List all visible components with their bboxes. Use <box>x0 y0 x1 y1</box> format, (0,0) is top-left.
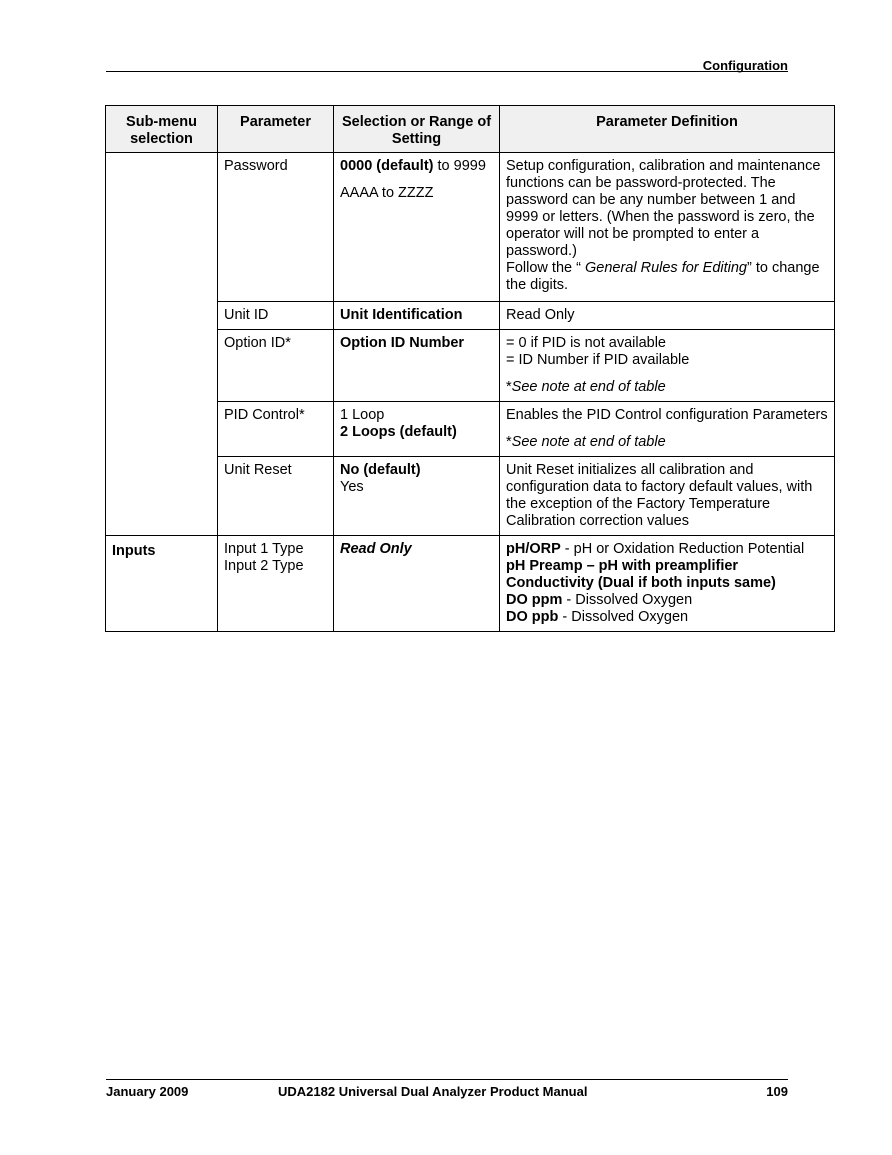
col-header-definition: Parameter Definition <box>500 106 835 153</box>
definition-line: = 0 if PID is not available <box>506 335 666 351</box>
param-cell: PID Control* <box>218 402 334 457</box>
definition-note <box>506 379 828 396</box>
param-line: Input 1 Type <box>224 541 304 557</box>
col-header-range: Selection or Range of Setting <box>334 106 500 153</box>
input-type-name: DO ppm <box>506 592 563 608</box>
range-cell <box>334 457 500 536</box>
param-cell: Password <box>218 153 334 302</box>
table-header-row <box>106 106 835 153</box>
range-line: 1 Loop <box>340 407 385 423</box>
footer-date: January 2009 <box>106 1084 189 1099</box>
range-cell: Unit Identification <box>334 302 500 330</box>
section-title: Configuration <box>702 58 788 73</box>
range-alt: AAAA to ZZZZ <box>340 185 434 201</box>
definition-text: Enables the PID Control configuration Parameters <box>506 407 828 423</box>
range-cell <box>334 402 500 457</box>
input-type-desc: - Dissolved Oxygen <box>558 609 689 625</box>
footer-manual-title: UDA2182 Universal Dual Analyzer Product Manual <box>278 1084 588 1099</box>
definition-cell <box>500 402 835 457</box>
definition-cell: Read Only <box>500 302 835 330</box>
param-cell: Unit Reset <box>218 457 334 536</box>
input-type-name: DO ppb <box>506 609 559 625</box>
range-cell <box>334 153 500 302</box>
definition-cell <box>500 153 835 302</box>
param-cell <box>218 536 334 632</box>
note-text: See note at end of table <box>511 434 666 450</box>
note-star: * <box>506 434 512 450</box>
range-default: 0000 (default) <box>340 158 434 174</box>
definition-text: Setup configuration, calibration and maintenance functions can be password-protected. The password can be any number between 1 and 9999 or letters. (When the password is zero, the operator will not be prompted to enter a password.) <box>506 158 821 259</box>
range-cell: Read Only <box>334 536 500 632</box>
input-type-name: pH/ORP <box>506 541 561 557</box>
range-default: 2 Loops (default) <box>340 424 457 440</box>
definition-line <box>506 541 828 558</box>
col-header-parameter: Parameter <box>218 106 334 153</box>
note-star: * <box>506 379 512 395</box>
follow-pre: Follow the “ <box>506 260 585 276</box>
range-default: No (default) <box>340 462 421 478</box>
param-cell: Unit ID <box>218 302 334 330</box>
definition-cell: Unit Reset initializes all calibration and configuration data to factory default values, with the exception of the Factory Temperature Calibration correction values <box>500 457 835 536</box>
param-cell: Option ID* <box>218 330 334 402</box>
input-type-desc: - Dissolved Oxygen <box>562 592 693 608</box>
definition-note <box>506 434 828 451</box>
definition-cell <box>500 536 835 632</box>
submenu-cell-empty <box>106 153 218 536</box>
header-divider <box>106 71 788 72</box>
definition-line <box>506 609 828 626</box>
page-number: 109 <box>766 1084 788 1099</box>
follow-reference: General Rules for Editing <box>584 260 747 276</box>
param-line: Input 2 Type <box>224 558 304 574</box>
range-cell: Option ID Number <box>334 330 500 402</box>
range-rest: to 9999 <box>433 158 486 174</box>
follow-post: ” to change the digits. <box>506 260 820 293</box>
input-type-desc: - pH or Oxidation Reduction Potential <box>560 541 805 557</box>
definition-line: pH Preamp – pH with preamplifier <box>506 558 739 574</box>
footer-divider <box>106 1079 788 1080</box>
col-header-submenu: Sub-menu selection <box>106 106 218 153</box>
definition-line: = ID Number if PID available <box>506 352 690 368</box>
table-row-password <box>106 153 835 302</box>
table-row-inputs <box>106 536 835 632</box>
range-line: Yes <box>340 479 364 495</box>
definition-line <box>506 592 828 609</box>
range-line <box>340 158 493 175</box>
submenu-cell: Inputs <box>106 536 218 632</box>
definition-line: Conductivity (Dual if both inputs same) <box>506 575 776 591</box>
note-text: See note at end of table <box>511 379 666 395</box>
definition-cell <box>500 330 835 402</box>
configuration-table <box>105 105 835 632</box>
definition-follow <box>506 260 828 296</box>
